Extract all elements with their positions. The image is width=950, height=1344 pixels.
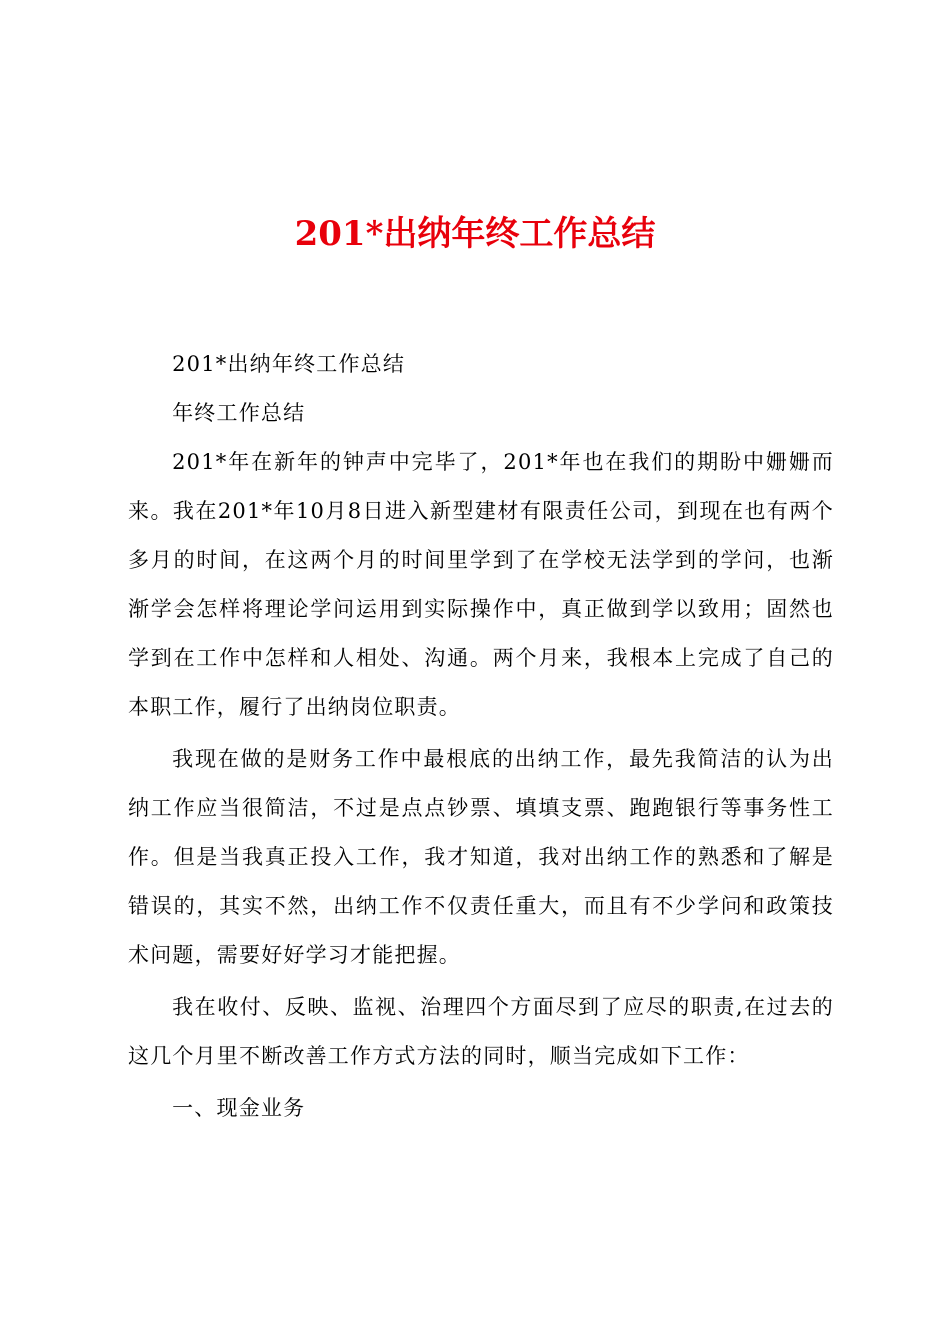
document-body (128, 340, 834, 1133)
paragraph-section-heading: 年终工作总结 (172, 401, 306, 425)
paragraph-subtitle: 201*出纳年终工作总结 (172, 352, 406, 376)
paragraph-intro: 201*年在新年的钟声中完毕了，201*年也在我们的期盼中姗姗而来。我在201*年10月8日进入新型建材有限责任公司，到现在也有两个多月的时间，在这两个月的时间里学到了在学校无法学到的学问，也渐渐学会怎样将理论学问运用到实际操作中，真正做到学以致用；固然也学到在工作中怎样和人相处、沟通。两个月来，我根本上完成了自己的本职工作，履行了出纳岗位职责。 (128, 450, 834, 719)
document-title: 201*出纳年终工作总结 (294, 214, 656, 254)
paragraph-duties: 我在收付、反映、监视、治理四个方面尽到了应尽的职责,在过去的这几个月里不断改善工作方式方法的同时，顺当完成如下工作： (128, 995, 834, 1068)
paragraph-cash-business-heading: 一、现金业务 (172, 1096, 306, 1120)
paragraph-cashier-work: 我现在做的是财务工作中最根底的出纳工作，最先我简洁的认为出纳工作应当很简洁，不过是点点钞票、填填支票、跑跑银行等事务性工作。但是当我真正投入工作，我才知道，我对出纳工作的熟悉和了解是错误的，其实不然，出纳工作不仅责任重大，而且有不少学问和政策技术问题，需要好好学习才能把握。 (128, 747, 834, 967)
